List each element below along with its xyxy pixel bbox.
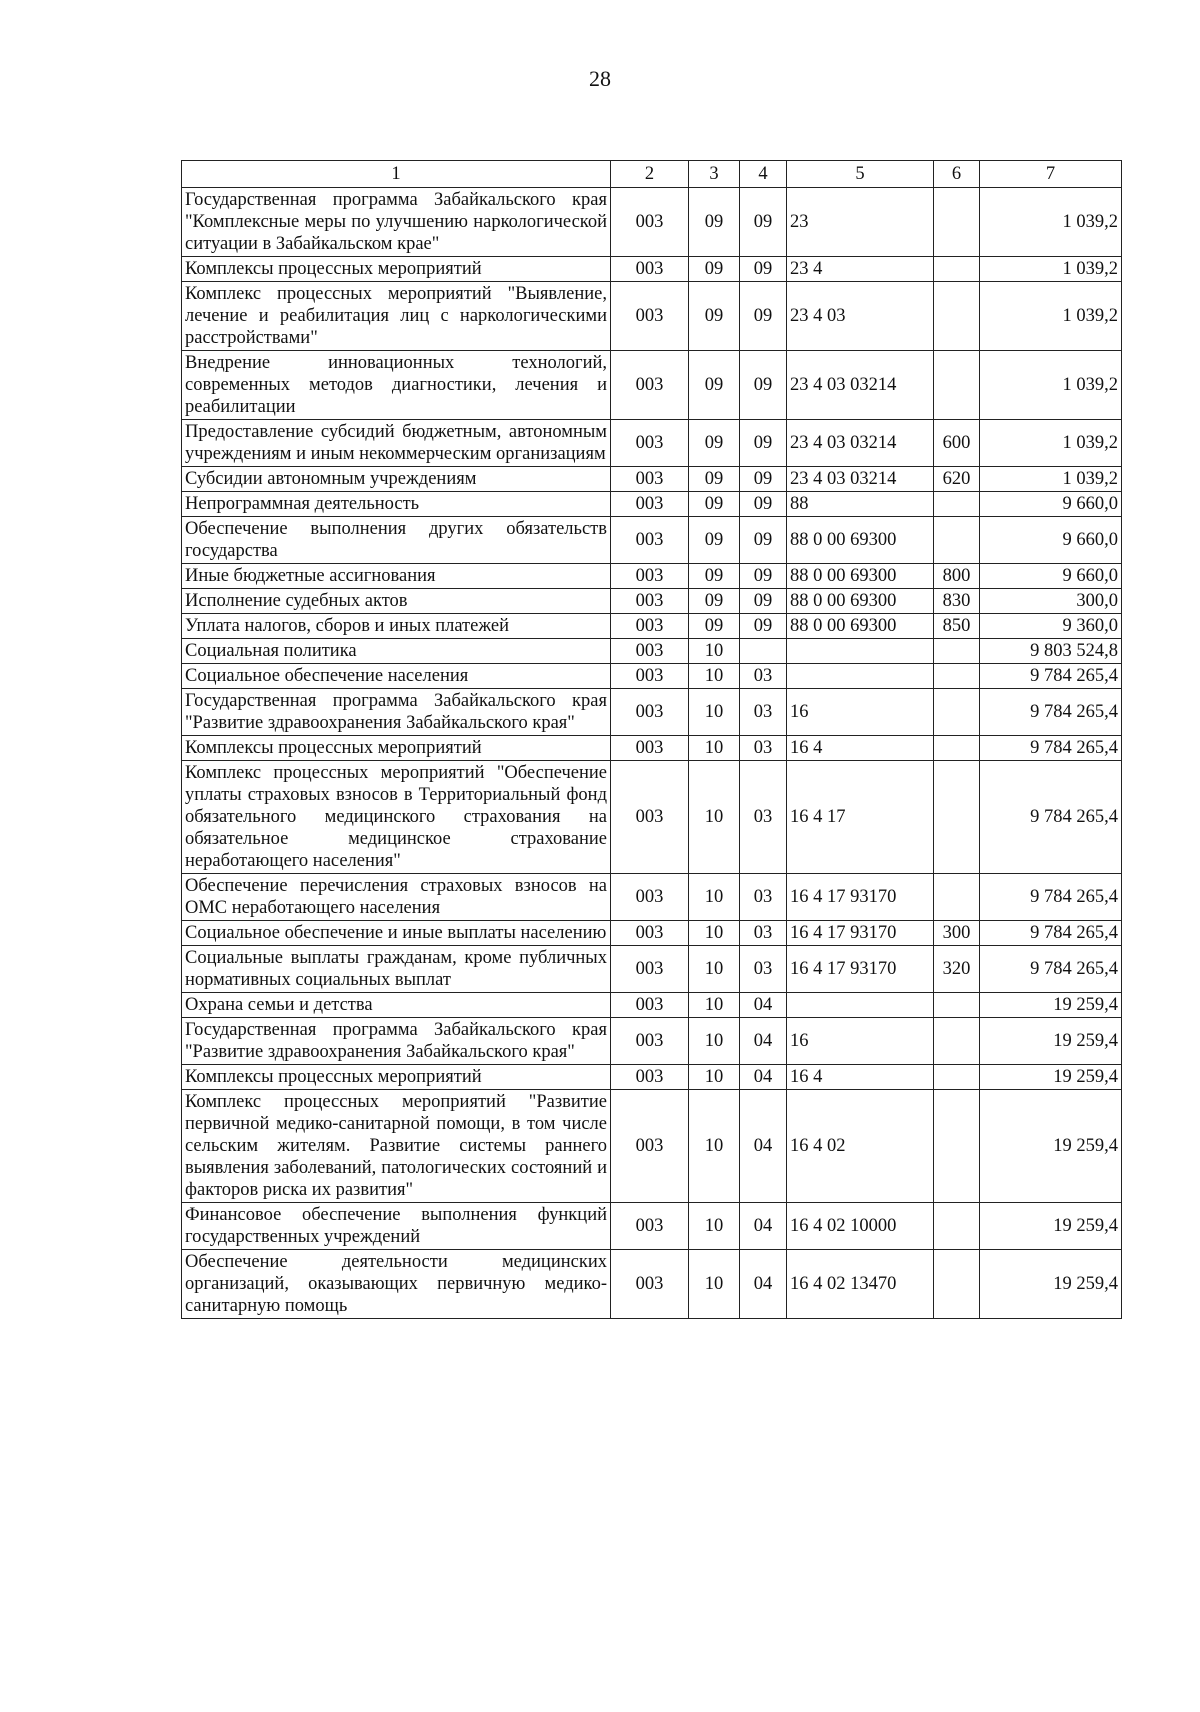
amount-cell: 1 039,2 <box>980 351 1122 420</box>
section-cell: 09 <box>689 257 740 282</box>
section-cell: 10 <box>689 993 740 1018</box>
target-article-cell: 16 4 <box>787 1065 934 1090</box>
target-article-cell: 16 4 17 <box>787 761 934 874</box>
table-row <box>182 420 1122 467</box>
target-article-cell: 23 4 <box>787 257 934 282</box>
target-article-cell: 16 <box>787 689 934 736</box>
amount-cell: 1 039,2 <box>980 467 1122 492</box>
subsection-cell: 04 <box>740 1203 787 1250</box>
section-cell: 09 <box>689 564 740 589</box>
section-cell: 09 <box>689 420 740 467</box>
admin-code-cell: 003 <box>611 517 689 564</box>
amount-cell: 1 039,2 <box>980 420 1122 467</box>
section-cell: 09 <box>689 517 740 564</box>
amount-cell: 1 039,2 <box>980 257 1122 282</box>
expense-type-cell: 300 <box>934 921 980 946</box>
table-row <box>182 1065 1122 1090</box>
admin-code-cell: 003 <box>611 1250 689 1319</box>
expense-type-cell: 800 <box>934 564 980 589</box>
expense-type-cell <box>934 639 980 664</box>
section-cell: 10 <box>689 874 740 921</box>
expense-type-cell <box>934 1018 980 1065</box>
table-row <box>182 188 1122 257</box>
expense-type-cell <box>934 257 980 282</box>
section-cell: 10 <box>689 921 740 946</box>
section-cell: 10 <box>689 736 740 761</box>
expense-type-cell <box>934 492 980 517</box>
admin-code-cell: 003 <box>611 921 689 946</box>
admin-code-cell: 003 <box>611 664 689 689</box>
row-name-cell: Обеспечение деятельности медицинских организаций, оказывающих первичную медико-санитарную помощь <box>182 1250 611 1319</box>
row-name-cell: Комплекс процессных мероприятий "Выявление, лечение и реабилитация лиц с наркологическими расстройствами" <box>182 282 611 351</box>
subsection-cell: 09 <box>740 517 787 564</box>
section-cell: 10 <box>689 689 740 736</box>
amount-cell: 9 660,0 <box>980 517 1122 564</box>
amount-cell: 9 784 265,4 <box>980 664 1122 689</box>
row-name-cell: Комплексы процессных мероприятий <box>182 1065 611 1090</box>
admin-code-cell: 003 <box>611 1065 689 1090</box>
header-cell: 3 <box>689 161 740 188</box>
expense-type-cell: 620 <box>934 467 980 492</box>
subsection-cell: 09 <box>740 257 787 282</box>
target-article-cell: 88 0 00 69300 <box>787 614 934 639</box>
target-article-cell: 23 4 03 <box>787 282 934 351</box>
target-article-cell: 16 4 17 93170 <box>787 874 934 921</box>
section-cell: 10 <box>689 1250 740 1319</box>
subsection-cell: 03 <box>740 946 787 993</box>
header-cell: 7 <box>980 161 1122 188</box>
subsection-cell: 09 <box>740 589 787 614</box>
row-name-cell: Уплата налогов, сборов и иных платежей <box>182 614 611 639</box>
expense-type-cell <box>934 736 980 761</box>
row-name-cell: Непрограммная деятельность <box>182 492 611 517</box>
admin-code-cell: 003 <box>611 874 689 921</box>
section-cell: 09 <box>689 589 740 614</box>
admin-code-cell: 003 <box>611 351 689 420</box>
page-number: 28 <box>589 66 611 91</box>
table-row <box>182 564 1122 589</box>
subsection-cell: 04 <box>740 993 787 1018</box>
section-cell: 10 <box>689 1203 740 1250</box>
subsection-cell: 09 <box>740 351 787 420</box>
target-article-cell: 16 4 <box>787 736 934 761</box>
table-row <box>182 761 1122 874</box>
amount-cell: 9 784 265,4 <box>980 874 1122 921</box>
header-cell: 1 <box>182 161 611 188</box>
subsection-cell: 09 <box>740 564 787 589</box>
expense-type-cell <box>934 282 980 351</box>
target-article-cell: 16 4 02 <box>787 1090 934 1203</box>
subsection-cell: 09 <box>740 614 787 639</box>
row-name-cell: Охрана семьи и детства <box>182 993 611 1018</box>
table-row <box>182 467 1122 492</box>
amount-cell: 300,0 <box>980 589 1122 614</box>
admin-code-cell: 003 <box>611 761 689 874</box>
table-row <box>182 946 1122 993</box>
table-header-row <box>182 161 1122 188</box>
admin-code-cell: 003 <box>611 946 689 993</box>
row-name-cell: Комплекс процессных мероприятий "Обеспечение уплаты страховых взносов в Территориальный фонд обязательного медицинского страхования на обязательное медицинское страхование неработающего населения" <box>182 761 611 874</box>
admin-code-cell: 003 <box>611 564 689 589</box>
target-article-cell: 23 4 03 03214 <box>787 351 934 420</box>
row-name-cell: Субсидии автономным учреждениям <box>182 467 611 492</box>
table-row <box>182 874 1122 921</box>
row-name-cell: Комплекс процессных мероприятий "Развитие первичной медико-санитарной помощи, в том числе сельским жителям. Развитие системы раннего выявления заболеваний, патологических состояний и факторов риска их развития" <box>182 1090 611 1203</box>
admin-code-cell: 003 <box>611 689 689 736</box>
table-row <box>182 736 1122 761</box>
admin-code-cell: 003 <box>611 257 689 282</box>
budget-table <box>181 160 1122 1319</box>
target-article-cell: 23 4 03 03214 <box>787 420 934 467</box>
admin-code-cell: 003 <box>611 188 689 257</box>
section-cell: 09 <box>689 467 740 492</box>
section-cell: 09 <box>689 492 740 517</box>
expense-type-cell <box>934 993 980 1018</box>
amount-cell: 9 660,0 <box>980 492 1122 517</box>
table-row <box>182 517 1122 564</box>
row-name-cell: Обеспечение перечисления страховых взносов на ОМС неработающего населения <box>182 874 611 921</box>
row-name-cell: Государственная программа Забайкальского края "Комплексные меры по улучшению наркологической ситуации в Забайкальском крае" <box>182 188 611 257</box>
row-name-cell: Социальные выплаты гражданам, кроме публичных нормативных социальных выплат <box>182 946 611 993</box>
expense-type-cell <box>934 1250 980 1319</box>
target-article-cell: 16 4 02 10000 <box>787 1203 934 1250</box>
amount-cell: 9 784 265,4 <box>980 946 1122 993</box>
amount-cell: 19 259,4 <box>980 1090 1122 1203</box>
subsection-cell: 09 <box>740 467 787 492</box>
amount-cell: 9 784 265,4 <box>980 689 1122 736</box>
row-name-cell: Финансовое обеспечение выполнения функций государственных учреждений <box>182 1203 611 1250</box>
section-cell: 09 <box>689 188 740 257</box>
target-article-cell: 23 4 03 03214 <box>787 467 934 492</box>
row-name-cell: Комплексы процессных мероприятий <box>182 257 611 282</box>
amount-cell: 19 259,4 <box>980 1250 1122 1319</box>
table-row <box>182 614 1122 639</box>
section-cell: 10 <box>689 1090 740 1203</box>
table-row <box>182 351 1122 420</box>
admin-code-cell: 003 <box>611 1090 689 1203</box>
section-cell: 10 <box>689 761 740 874</box>
section-cell: 10 <box>689 664 740 689</box>
subsection-cell: 09 <box>740 492 787 517</box>
target-article-cell <box>787 664 934 689</box>
expense-type-cell <box>934 1203 980 1250</box>
row-name-cell: Социальное обеспечение населения <box>182 664 611 689</box>
row-name-cell: Иные бюджетные ассигнования <box>182 564 611 589</box>
amount-cell: 19 259,4 <box>980 993 1122 1018</box>
subsection-cell: 04 <box>740 1090 787 1203</box>
row-name-cell: Комплексы процессных мероприятий <box>182 736 611 761</box>
subsection-cell: 09 <box>740 282 787 351</box>
subsection-cell: 03 <box>740 874 787 921</box>
admin-code-cell: 003 <box>611 736 689 761</box>
admin-code-cell: 003 <box>611 639 689 664</box>
amount-cell: 9 784 265,4 <box>980 761 1122 874</box>
table-row <box>182 921 1122 946</box>
target-article-cell: 16 <box>787 1018 934 1065</box>
expense-type-cell <box>934 1065 980 1090</box>
admin-code-cell: 003 <box>611 1203 689 1250</box>
subsection-cell: 04 <box>740 1018 787 1065</box>
subsection-cell: 09 <box>740 420 787 467</box>
table-row <box>182 993 1122 1018</box>
target-article-cell: 16 4 02 13470 <box>787 1250 934 1319</box>
target-article-cell <box>787 993 934 1018</box>
expense-type-cell: 600 <box>934 420 980 467</box>
table-row <box>182 1203 1122 1250</box>
amount-cell: 9 784 265,4 <box>980 921 1122 946</box>
header-cell: 4 <box>740 161 787 188</box>
subsection-cell: 04 <box>740 1250 787 1319</box>
amount-cell: 1 039,2 <box>980 188 1122 257</box>
table-row <box>182 1090 1122 1203</box>
admin-code-cell: 003 <box>611 1018 689 1065</box>
admin-code-cell: 003 <box>611 492 689 517</box>
row-name-cell: Социальное обеспечение и иные выплаты населению <box>182 921 611 946</box>
section-cell: 09 <box>689 351 740 420</box>
table-row <box>182 492 1122 517</box>
amount-cell: 1 039,2 <box>980 282 1122 351</box>
expense-type-cell: 850 <box>934 614 980 639</box>
expense-type-cell <box>934 664 980 689</box>
amount-cell: 9 660,0 <box>980 564 1122 589</box>
row-name-cell: Государственная программа Забайкальского края "Развитие здравоохранения Забайкальского края" <box>182 689 611 736</box>
table-row <box>182 689 1122 736</box>
amount-cell: 19 259,4 <box>980 1018 1122 1065</box>
amount-cell: 19 259,4 <box>980 1203 1122 1250</box>
admin-code-cell: 003 <box>611 614 689 639</box>
row-name-cell: Предоставление субсидий бюджетным, автономным учреждениям и иным некоммерческим организациям <box>182 420 611 467</box>
table-row <box>182 1018 1122 1065</box>
target-article-cell: 23 <box>787 188 934 257</box>
subsection-cell <box>740 639 787 664</box>
subsection-cell: 03 <box>740 761 787 874</box>
target-article-cell: 88 0 00 69300 <box>787 564 934 589</box>
section-cell: 09 <box>689 614 740 639</box>
expense-type-cell <box>934 351 980 420</box>
expense-type-cell: 830 <box>934 589 980 614</box>
target-article-cell <box>787 639 934 664</box>
target-article-cell: 88 0 00 69300 <box>787 517 934 564</box>
section-cell: 10 <box>689 639 740 664</box>
subsection-cell: 03 <box>740 664 787 689</box>
expense-type-cell <box>934 188 980 257</box>
expense-type-cell <box>934 874 980 921</box>
admin-code-cell: 003 <box>611 467 689 492</box>
table-row <box>182 639 1122 664</box>
amount-cell: 9 803 524,8 <box>980 639 1122 664</box>
section-cell: 10 <box>689 1065 740 1090</box>
admin-code-cell: 003 <box>611 589 689 614</box>
amount-cell: 19 259,4 <box>980 1065 1122 1090</box>
header-cell: 5 <box>787 161 934 188</box>
subsection-cell: 03 <box>740 921 787 946</box>
row-name-cell: Исполнение судебных актов <box>182 589 611 614</box>
section-cell: 09 <box>689 282 740 351</box>
target-article-cell: 88 <box>787 492 934 517</box>
subsection-cell: 03 <box>740 689 787 736</box>
subsection-cell: 04 <box>740 1065 787 1090</box>
subsection-cell: 03 <box>740 736 787 761</box>
row-name-cell: Социальная политика <box>182 639 611 664</box>
target-article-cell: 16 4 17 93170 <box>787 946 934 993</box>
admin-code-cell: 003 <box>611 282 689 351</box>
row-name-cell: Внедрение инновационных технологий, современных методов диагностики, лечения и реабилитации <box>182 351 611 420</box>
section-cell: 10 <box>689 946 740 993</box>
section-cell: 10 <box>689 1018 740 1065</box>
target-article-cell: 16 4 17 93170 <box>787 921 934 946</box>
header-cell: 6 <box>934 161 980 188</box>
table-row <box>182 257 1122 282</box>
expense-type-cell <box>934 517 980 564</box>
amount-cell: 9 784 265,4 <box>980 736 1122 761</box>
table-row <box>182 664 1122 689</box>
expense-type-cell <box>934 689 980 736</box>
amount-cell: 9 360,0 <box>980 614 1122 639</box>
row-name-cell: Обеспечение выполнения других обязательств государства <box>182 517 611 564</box>
table-row <box>182 1250 1122 1319</box>
table-row <box>182 282 1122 351</box>
target-article-cell: 88 0 00 69300 <box>787 589 934 614</box>
admin-code-cell: 003 <box>611 993 689 1018</box>
header-cell: 2 <box>611 161 689 188</box>
expense-type-cell <box>934 761 980 874</box>
subsection-cell: 09 <box>740 188 787 257</box>
table-row <box>182 589 1122 614</box>
admin-code-cell: 003 <box>611 420 689 467</box>
row-name-cell: Государственная программа Забайкальского края "Развитие здравоохранения Забайкальского края" <box>182 1018 611 1065</box>
expense-type-cell <box>934 1090 980 1203</box>
expense-type-cell: 320 <box>934 946 980 993</box>
